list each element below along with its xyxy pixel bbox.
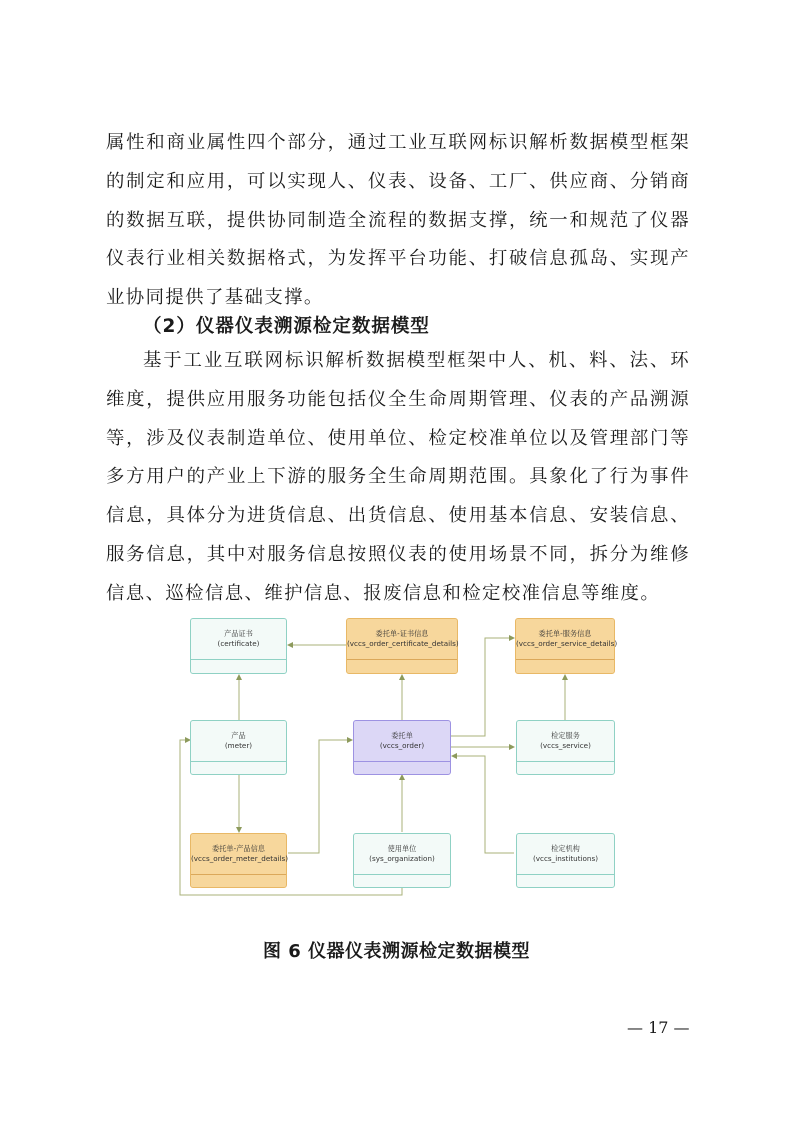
connector-order-meter-to-order bbox=[288, 740, 352, 853]
body-paragraph-2: 基于工业互联网标识解析数据模型框架中人、机、料、法、环维度，提供应用服务功能包括仪全生命周期管理、仪表的产品溯源等，涉及仪表制造单位、使用单位、检定校准单位以及管理部门等多方用户的产业上下游的服务全生命周期范围。具象化了行为事件信息，具体分为进货信息、出货信息、使用基本信息、安装信息、服务信息，其中对服务信息按照仪表的使用场景不同，拆分为维修信息、巡检信息、维护信息、报废信息和检定校准信息等维度。 bbox=[106, 350, 690, 604]
entity-certificate: 产品证书 (certificate) bbox=[190, 618, 287, 674]
entity-order-meter-details: 委托单-产品信息 (vccs_order_meter_details) bbox=[190, 833, 287, 888]
data-model-diagram bbox=[172, 610, 632, 905]
section-heading: （2）仪器仪表溯源检定数据模型 bbox=[143, 316, 430, 337]
entity-order-certificate-details: 委托单-证书信息 (vccs_order_certificate_details) bbox=[346, 618, 458, 674]
entity-order-service-details: 委托单-服务信息 (vccs_order_service_details) bbox=[515, 618, 615, 674]
connector-order-to-order-service bbox=[451, 638, 514, 736]
page-number: — 17 — bbox=[627, 1018, 690, 1037]
entity-organization: 使用单位 (sys_organization) bbox=[353, 833, 451, 888]
connector-institutions-to-order bbox=[452, 756, 514, 853]
entity-meter: 产品 (meter) bbox=[190, 720, 287, 775]
body-paragraph-1: 属性和商业属性四个部分，通过工业互联网标识解析数据模型框架的制定和应用，可以实现人、仪表、设备、工厂、供应商、分销商的数据互联，提供协同制造全流程的数据支撑，统一和规范了仪器仪表行业相关数据格式，为发挥平台功能、打破信息孤岛、实现产业协同提供了基础支撑。 bbox=[106, 132, 690, 309]
figure-caption: 图 6 仪器仪表溯源检定数据模型 bbox=[262, 941, 531, 962]
entity-service: 检定服务 (vccs_service) bbox=[516, 720, 615, 775]
entity-order: 委托单 (vccs_order) bbox=[353, 720, 451, 775]
entity-institutions: 检定机构 (vccs_institutions) bbox=[516, 833, 615, 888]
